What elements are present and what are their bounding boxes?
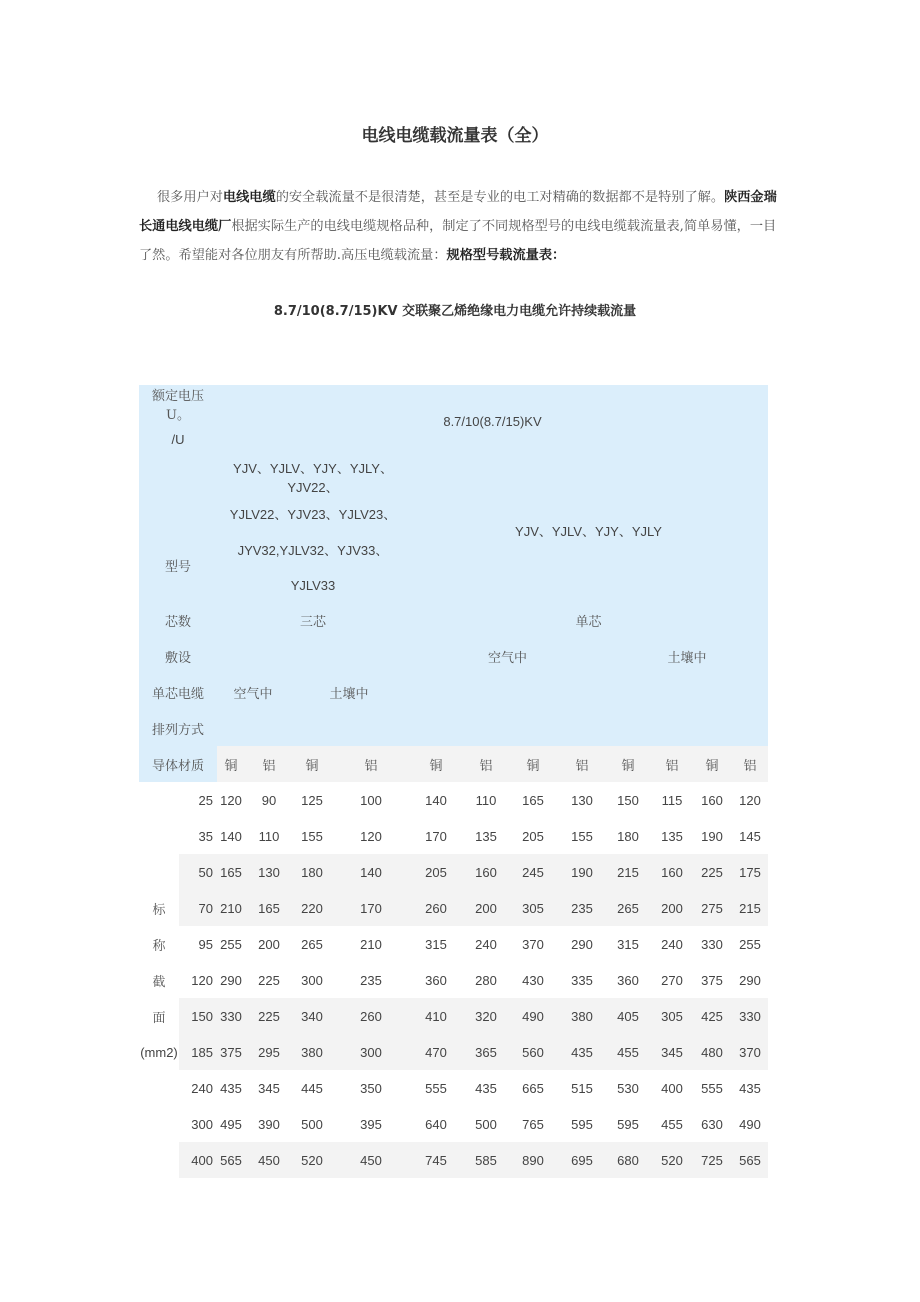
ampacity-value-cell: 555 [425,1080,447,1096]
ampacity-value-cell: 490 [739,1116,761,1132]
ampacity-value-cell: 225 [701,864,723,880]
section-size-cell: 240 [191,1080,213,1096]
ampacity-value-cell: 320 [475,1008,497,1024]
arrangement-label: 单芯电缆 [151,686,204,702]
model-three-core-line: YJLV22、YJV23、YJLV23、 [229,506,397,522]
ampacity-value-cell: 450 [258,1152,280,1168]
ampacity-value-cell: 120 [220,792,242,808]
laying-air-three: 空气中 [233,686,273,702]
ampacity-value-cell: 305 [661,1008,683,1024]
ampacity-value-cell: 100 [360,792,382,808]
ampacity-value-cell: 495 [220,1116,242,1132]
ampacity-value-cell: 165 [258,900,280,916]
ampacity-value-cell: 255 [220,936,242,952]
ampacity-value-cell: 530 [617,1080,639,1096]
model-three-core-line: YJV、YJLV、YJY、YJLY、YJV22、 [233,461,393,495]
ampacity-value-cell: 140 [220,828,242,844]
ampacity-value-cell: 260 [360,1008,382,1024]
ampacity-value-cell: 165 [522,792,544,808]
ampacity-value-cell: 375 [220,1044,242,1060]
section-size-cell: 150 [191,1008,213,1024]
ampacity-value-cell: 345 [258,1080,280,1096]
ampacity-value-cell: 335 [571,972,593,988]
model-three-core-line: JYV32,YJLV32、YJV33、 [237,542,389,558]
ampacity-value-cell: 135 [475,828,497,844]
cores-label: 芯数 [164,614,191,630]
ampacity-value-cell: 210 [360,936,382,952]
ampacity-value-cell: 890 [522,1152,544,1168]
ampacity-value-cell: 765 [522,1116,544,1132]
ampacity-value-cell: 500 [301,1116,323,1132]
material-header-cell: 铜 [526,758,540,774]
ampacity-value-cell: 315 [425,936,447,952]
intro-paragraph [139,183,784,270]
ampacity-value-cell: 680 [617,1152,639,1168]
ampacity-value-cell: 480 [701,1044,723,1060]
laying-label: 敷设 [164,650,191,666]
ampacity-value-cell: 560 [522,1044,544,1060]
ampacity-value-cell: 240 [475,936,497,952]
ampacity-value-cell: 640 [425,1116,447,1132]
ampacity-value-cell: 425 [701,1008,723,1024]
ampacity-value-cell: 130 [258,864,280,880]
ampacity-value-cell: 330 [701,936,723,952]
ampacity-value-cell: 210 [220,900,242,916]
material-header-cell: 铝 [743,758,757,774]
section-size-cell: 50 [198,864,213,880]
intro-company-name: 陕西金瑞长通电线电缆厂 [139,190,777,235]
section-size-cell: 400 [191,1152,213,1168]
ampacity-value-cell: 295 [258,1044,280,1060]
ampacity-value-cell: 490 [522,1008,544,1024]
ampacity-table [139,385,768,1182]
ampacity-value-cell: 375 [701,972,723,988]
material-header-cell: 铜 [705,758,719,774]
section-label: 面 [152,1010,166,1026]
ampacity-value-cell: 220 [301,900,323,916]
ampacity-value-cell: 360 [617,972,639,988]
ampacity-value-cell: 190 [571,864,593,880]
voltage-label-unit: /U [171,431,185,447]
ampacity-value-cell: 435 [571,1044,593,1060]
ampacity-value-cell: 565 [739,1152,761,1168]
ampacity-value-cell: 90 [261,792,277,808]
section-label-unit: (mm2) [140,1044,178,1060]
ampacity-value-cell: 595 [617,1116,639,1132]
ampacity-value-cell: 390 [258,1116,280,1132]
ampacity-value-cell: 145 [739,828,761,844]
ampacity-value-cell: 340 [301,1008,323,1024]
ampacity-value-cell: 110 [258,828,280,844]
ampacity-value-cell: 515 [571,1080,593,1096]
laying-air-single: 空气中 [487,650,527,666]
ampacity-value-cell: 180 [617,828,639,844]
ampacity-value-cell: 630 [701,1116,723,1132]
laying-soil-three: 土壤中 [329,686,369,702]
ampacity-value-cell: 520 [661,1152,683,1168]
material-header-cell: 铜 [429,758,443,774]
ampacity-value-cell: 205 [522,828,544,844]
ampacity-value-cell: 200 [258,936,280,952]
ampacity-value-cell: 155 [571,828,593,844]
material-header-cell: 铝 [665,758,679,774]
section-size-cell: 185 [191,1044,213,1060]
ampacity-value-cell: 330 [220,1008,242,1024]
ampacity-value-cell: 265 [617,900,639,916]
section-label: 标 [152,902,166,918]
section-size-cell: 25 [198,792,213,808]
rated-voltage-value: 8.7/10(8.7/15)KV [443,413,542,429]
ampacity-value-cell: 395 [360,1116,382,1132]
ampacity-value-cell: 215 [739,900,761,916]
ampacity-value-cell: 260 [425,900,447,916]
section-size-cell: 300 [191,1116,213,1132]
ampacity-value-cell: 555 [701,1080,723,1096]
ampacity-value-cell: 190 [701,828,723,844]
ampacity-value-cell: 205 [425,864,447,880]
ampacity-value-cell: 155 [301,828,323,844]
material-header-cell: 铝 [575,758,589,774]
ampacity-value-cell: 350 [360,1080,382,1096]
material-header-cell: 铝 [262,758,276,774]
ampacity-value-cell: 120 [360,828,382,844]
ampacity-value-cell: 240 [661,936,683,952]
ampacity-value-cell: 120 [739,792,761,808]
ampacity-value-cell: 200 [661,900,683,916]
ampacity-value-cell: 455 [617,1044,639,1060]
ampacity-value-cell: 300 [301,972,323,988]
ampacity-value-cell: 115 [661,792,683,808]
intro-keyword-cable: 电线电缆 [222,190,276,206]
ampacity-value-cell: 290 [739,972,761,988]
ampacity-value-cell: 450 [360,1152,382,1168]
ampacity-value-cell: 200 [475,900,497,916]
model-single-core: YJV、YJLV、YJY、YJLY [515,523,662,539]
ampacity-value-cell: 235 [571,900,593,916]
ampacity-value-cell: 225 [258,1008,280,1024]
ampacity-value-cell: 470 [425,1044,447,1060]
ampacity-value-cell: 245 [522,864,544,880]
ampacity-value-cell: 370 [739,1044,761,1060]
ampacity-value-cell: 290 [220,972,242,988]
ampacity-value-cell: 695 [571,1152,593,1168]
ampacity-value-cell: 160 [475,864,497,880]
intro-keyword-table: 规格型号载流量表： [446,248,566,264]
ampacity-value-cell: 430 [522,972,544,988]
ampacity-value-cell: 380 [571,1008,593,1024]
ampacity-value-cell: 160 [701,792,723,808]
section-size-cell: 95 [198,936,213,952]
section-size-cell: 120 [191,972,213,988]
ampacity-value-cell: 665 [522,1080,544,1096]
page-title: 电线电缆载流量表（全） [361,126,549,146]
ampacity-value-cell: 315 [617,936,639,952]
ampacity-value-cell: 290 [571,936,593,952]
ampacity-value-cell: 215 [617,864,639,880]
voltage-label: 额定电压 U。 [151,389,204,423]
ampacity-value-cell: 110 [475,792,497,808]
laying-soil-single: 土壤中 [667,650,707,666]
ampacity-value-cell: 410 [425,1008,447,1024]
intro-text: 很多用户对 [157,190,223,206]
model-three-core-line: YJLV33 [290,577,336,593]
ampacity-value-cell: 360 [425,972,447,988]
arrangement-label: 排列方式 [151,722,204,738]
cores-three: 三芯 [299,614,326,630]
ampacity-value-cell: 725 [701,1152,723,1168]
material-header-cell: 铜 [224,758,238,774]
ampacity-value-cell: 135 [661,828,683,844]
ampacity-value-cell: 380 [301,1044,323,1060]
ampacity-value-cell: 565 [220,1152,242,1168]
table-title: 8.7/10(8.7/15)KV 交联聚乙烯绝缘电力电缆允许持续载流量 [273,304,637,319]
ampacity-value-cell: 170 [360,900,382,916]
ampacity-value-cell: 435 [475,1080,497,1096]
ampacity-value-cell: 305 [522,900,544,916]
ampacity-value-cell: 140 [360,864,382,880]
ampacity-value-cell: 405 [617,1008,639,1024]
ampacity-value-cell: 455 [661,1116,683,1132]
ampacity-value-cell: 300 [360,1044,382,1060]
material-header-cell: 铝 [364,758,378,774]
section-label: 称 [152,938,166,954]
ampacity-value-cell: 370 [522,936,544,952]
ampacity-value-cell: 400 [661,1080,683,1096]
ampacity-value-cell: 170 [425,828,447,844]
ampacity-value-cell: 345 [661,1044,683,1060]
model-label: 型号 [164,560,191,575]
intro-text: 根据实际生产的电线电缆规格品种，制定了不同规格型号的电线电缆载流量表,简单易懂，一目了然。希望能对各位朋友有所帮助.高压电缆载流量： [139,219,777,264]
intro-text: 的安全载流量不是很清楚，甚至是专业的电工对精确的数据都不是特别了解。 [275,190,725,206]
material-header-cell: 铜 [305,758,319,774]
ampacity-value-cell: 270 [661,972,683,988]
ampacity-value-cell: 520 [301,1152,323,1168]
material-label: 导体材质 [151,758,204,774]
ampacity-value-cell: 585 [475,1152,497,1168]
section-size-cell: 35 [198,828,213,844]
ampacity-value-cell: 275 [701,900,723,916]
ampacity-value-cell: 180 [301,864,323,880]
ampacity-value-cell: 435 [220,1080,242,1096]
ampacity-value-cell: 255 [739,936,761,952]
section-size-cell: 70 [198,900,213,916]
ampacity-value-cell: 500 [475,1116,497,1132]
ampacity-value-cell: 175 [739,864,761,880]
ampacity-value-cell: 745 [425,1152,447,1168]
ampacity-value-cell: 125 [301,792,323,808]
material-header-cell: 铝 [479,758,493,774]
ampacity-value-cell: 330 [739,1008,761,1024]
ampacity-value-cell: 160 [661,864,683,880]
cores-single: 单芯 [575,614,602,630]
ampacity-value-cell: 150 [617,792,639,808]
ampacity-value-cell: 265 [301,936,323,952]
ampacity-value-cell: 365 [475,1044,497,1060]
ampacity-value-cell: 140 [425,792,447,808]
ampacity-value-cell: 445 [301,1080,323,1096]
ampacity-value-cell: 130 [571,792,593,808]
ampacity-value-cell: 280 [475,972,497,988]
ampacity-value-cell: 595 [571,1116,593,1132]
ampacity-value-cell: 235 [360,972,382,988]
ampacity-value-cell: 225 [258,972,280,988]
ampacity-value-cell: 165 [220,864,242,880]
section-label: 截 [152,974,166,990]
ampacity-value-cell: 435 [739,1080,761,1096]
material-header-cell: 铜 [621,758,635,774]
